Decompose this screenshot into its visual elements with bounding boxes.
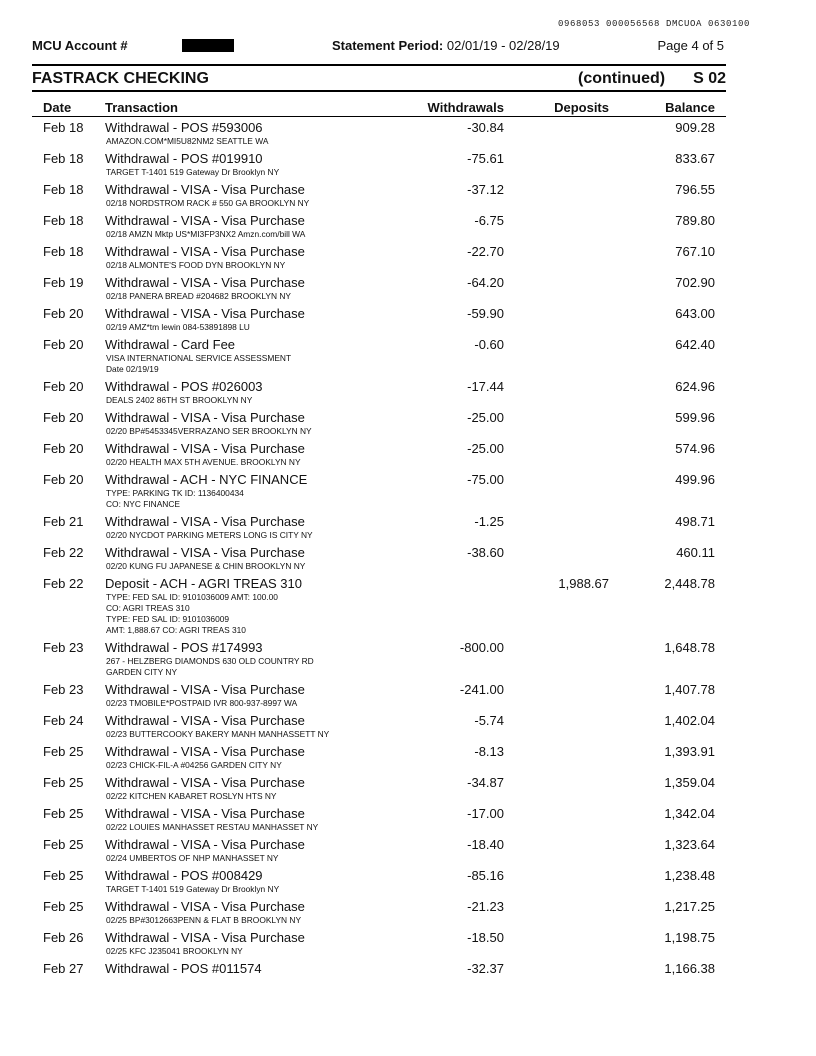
transaction-balance: 1,198.75	[664, 930, 715, 945]
transaction-details	[32, 791, 726, 804]
transaction-details	[32, 729, 726, 742]
header-divider	[32, 64, 726, 66]
transaction-detail-line: TYPE: FED SAL ID: 9101036009	[106, 614, 230, 624]
transaction-row	[32, 742, 726, 773]
transaction-date: Feb 25	[43, 744, 84, 759]
transaction-row	[32, 543, 726, 574]
transaction-withdrawal: -1.25	[474, 514, 504, 529]
transaction-main-line	[32, 711, 726, 729]
transaction-balance: 1,217.25	[664, 899, 715, 914]
transaction-withdrawal: -22.70	[467, 244, 504, 259]
transaction-main-line	[32, 804, 726, 822]
transaction-description: Withdrawal - VISA - Visa Purchase	[105, 713, 305, 728]
transaction-balance: 498.71	[675, 514, 715, 529]
transaction-details	[32, 946, 726, 959]
transaction-detail-line: TYPE: FED SAL ID: 9101036009 AMT: 100.00	[106, 592, 278, 602]
transaction-date: Feb 18	[43, 244, 84, 259]
transaction-withdrawal: -8.13	[474, 744, 504, 759]
transaction-main-line	[32, 742, 726, 760]
transaction-row	[32, 711, 726, 742]
transaction-detail-line: 02/18 NORDSTROM RACK # 550 GA BROOKLYN NY	[106, 198, 310, 208]
transaction-details	[32, 229, 726, 242]
transaction-description: Withdrawal - VISA - Visa Purchase	[105, 682, 305, 697]
transaction-withdrawal: -0.60	[474, 337, 504, 352]
transaction-description: Withdrawal - POS #019910	[105, 151, 263, 166]
transaction-date: Feb 25	[43, 868, 84, 883]
transaction-detail-line: GARDEN CITY NY	[106, 667, 178, 677]
statement-period	[332, 38, 560, 53]
transaction-details	[32, 426, 726, 439]
transaction-main-line	[32, 470, 726, 488]
transaction-row	[32, 574, 726, 638]
transaction-withdrawal: -800.00	[459, 640, 504, 655]
section-title: FASTRACK CHECKING	[32, 70, 209, 87]
transaction-detail-line: DEALS 2402 86TH ST BROOKLYN NY	[106, 395, 253, 405]
transaction-date: Feb 18	[43, 120, 84, 135]
transaction-date: Feb 19	[43, 275, 84, 290]
transaction-balance: 1,648.78	[664, 640, 715, 655]
transaction-details	[32, 822, 726, 835]
transaction-withdrawal: -17.00	[467, 806, 504, 821]
column-header-deposits: Deposits	[554, 100, 609, 115]
transaction-details	[32, 853, 726, 866]
transaction-main-line	[32, 408, 726, 426]
transaction-withdrawal: -6.75	[474, 213, 504, 228]
transaction-description: Withdrawal - Card Fee	[105, 337, 236, 352]
transaction-row	[32, 377, 726, 408]
transaction-balance: 574.96	[675, 441, 715, 456]
transaction-description: Withdrawal - POS #011574	[105, 961, 262, 976]
transaction-row	[32, 149, 726, 180]
transaction-row	[32, 118, 726, 149]
transaction-date: Feb 20	[43, 441, 84, 456]
transaction-withdrawal: -38.60	[467, 545, 504, 560]
column-header-withdrawals: Withdrawals	[427, 100, 504, 115]
transaction-balance: 499.96	[675, 472, 715, 487]
transaction-details	[32, 592, 726, 638]
transaction-description: Withdrawal - VISA - Visa Purchase	[105, 837, 305, 852]
transaction-description: Deposit - ACH - AGRI TREAS 310	[105, 576, 302, 591]
transaction-description: Withdrawal - VISA - Visa Purchase	[105, 775, 305, 790]
transaction-main-line	[32, 118, 726, 136]
transaction-description: Withdrawal - POS #593006	[105, 120, 263, 135]
transaction-balance: 767.10	[675, 244, 715, 259]
transaction-date: Feb 18	[43, 151, 84, 166]
transaction-date: Feb 25	[43, 775, 84, 790]
transaction-details	[32, 977, 726, 979]
transaction-row	[32, 470, 726, 512]
transaction-balance: 460.11	[676, 545, 715, 560]
transaction-description: Withdrawal - VISA - Visa Purchase	[105, 441, 305, 456]
transaction-date: Feb 26	[43, 930, 84, 945]
transaction-detail-line: 02/22 KITCHEN KABARET ROSLYN HTS NY	[106, 791, 277, 801]
transaction-balance: 1,407.78	[664, 682, 715, 697]
transaction-date: Feb 20	[43, 379, 84, 394]
transaction-row	[32, 273, 726, 304]
transaction-withdrawal: -75.61	[467, 151, 504, 166]
transaction-detail-line: VISA INTERNATIONAL SERVICE ASSESSMENT	[106, 353, 292, 363]
transaction-main-line	[32, 638, 726, 656]
transaction-balance: 1,342.04	[664, 806, 715, 821]
transaction-withdrawal: -75.00	[467, 472, 504, 487]
transaction-main-line	[32, 897, 726, 915]
transaction-detail-line: CO: AGRI TREAS 310	[106, 603, 190, 613]
transaction-balance: 1,238.48	[664, 868, 715, 883]
transaction-balance: 909.28	[675, 120, 715, 135]
transaction-description: Withdrawal - VISA - Visa Purchase	[105, 545, 305, 560]
transaction-description: Withdrawal - POS #026003	[105, 379, 263, 394]
transaction-detail-line: 02/20 HEALTH MAX 5TH AVENUE. BROOKLYN NY	[106, 457, 301, 467]
transaction-row	[32, 242, 726, 273]
transaction-detail-line: 02/18 AMZN Mktp US*MI3FP3NX2 Amzn.com/bill WA	[106, 229, 306, 239]
transaction-row	[32, 928, 726, 959]
transaction-balance: 796.55	[675, 182, 715, 197]
transaction-description: Withdrawal - VISA - Visa Purchase	[105, 806, 305, 821]
transaction-balance: 643.00	[675, 306, 715, 321]
transaction-description: Withdrawal - POS #174993	[105, 640, 263, 655]
transaction-balance: 1,323.64	[664, 837, 715, 852]
column-headers	[32, 100, 726, 116]
transaction-main-line	[32, 242, 726, 260]
transaction-description: Withdrawal - VISA - Visa Purchase	[105, 514, 305, 529]
transaction-detail-line: 02/18 PANERA BREAD #204682 BROOKLYN NY	[106, 291, 291, 301]
transaction-row	[32, 304, 726, 335]
transaction-row	[32, 773, 726, 804]
transaction-details	[32, 322, 726, 335]
transaction-detail-line: TARGET T-1401 519 Gateway Dr Brooklyn NY	[106, 884, 280, 894]
transaction-main-line	[32, 149, 726, 167]
transaction-details	[32, 656, 726, 680]
transaction-withdrawal: -64.20	[467, 275, 504, 290]
statement-period-label: Statement Period:	[332, 38, 444, 53]
transaction-withdrawal: -5.74	[474, 713, 504, 728]
transaction-balance: 702.90	[675, 275, 715, 290]
transaction-main-line	[32, 866, 726, 884]
transaction-balance: 833.67	[675, 151, 715, 166]
transaction-row	[32, 804, 726, 835]
transaction-description: Withdrawal - POS #008429	[105, 868, 263, 883]
transaction-withdrawal: -32.37	[467, 961, 504, 976]
transaction-date: Feb 25	[43, 899, 84, 914]
transaction-withdrawal: -21.23	[467, 899, 504, 914]
transaction-withdrawal: -30.84	[467, 120, 504, 135]
transaction-withdrawal: -85.16	[467, 868, 504, 883]
transaction-balance: 789.80	[675, 213, 715, 228]
transaction-main-line	[32, 773, 726, 791]
transaction-row	[32, 335, 726, 377]
transaction-row	[32, 180, 726, 211]
transaction-row	[32, 959, 726, 979]
transaction-description: Withdrawal - VISA - Visa Purchase	[105, 899, 305, 914]
transaction-detail-line: 02/19 AMZ*tm lewin 084-53891898 LU	[106, 322, 250, 332]
transaction-row	[32, 211, 726, 242]
transaction-description: Withdrawal - VISA - Visa Purchase	[105, 744, 305, 759]
section-continued: (continued)	[578, 70, 666, 87]
transaction-detail-line: AMT: 1,888.67 CO: AGRI TREAS 310	[106, 625, 246, 635]
transaction-date: Feb 20	[43, 472, 84, 487]
transaction-main-line	[32, 211, 726, 229]
transaction-details	[32, 884, 726, 897]
transaction-description: Withdrawal - VISA - Visa Purchase	[105, 410, 305, 425]
transaction-row	[32, 512, 726, 543]
transaction-details	[32, 488, 726, 512]
transaction-row	[32, 897, 726, 928]
transaction-detail-line: 02/25 KFC J235041 BROOKLYN NY	[106, 946, 243, 956]
transaction-withdrawal: -34.87	[467, 775, 504, 790]
transaction-main-line	[32, 928, 726, 946]
column-header-transaction: Transaction	[105, 100, 178, 115]
transaction-balance: 1,359.04	[664, 775, 715, 790]
column-header-date: Date	[43, 100, 72, 115]
transaction-detail-line: TARGET T-1401 519 Gateway Dr Brooklyn NY	[106, 167, 280, 177]
transaction-details	[32, 457, 726, 470]
transaction-detail-line: CO: NYC FINANCE	[106, 499, 180, 509]
transaction-detail-line: 02/20 BP#5453345VERRAZANO SER BROOKLYN NY	[106, 426, 312, 436]
transaction-date: Feb 25	[43, 806, 84, 821]
transaction-description: Withdrawal - VISA - Visa Purchase	[105, 182, 305, 197]
transaction-main-line	[32, 180, 726, 198]
transaction-details	[32, 395, 726, 408]
transaction-date: Feb 23	[43, 682, 84, 697]
transaction-row	[32, 866, 726, 897]
transaction-main-line	[32, 377, 726, 395]
document-reference-code: 0968053 000056568 DMCUOA 0630100	[558, 19, 751, 29]
transaction-row	[32, 439, 726, 470]
transaction-detail-line: 267 - HELZBERG DIAMONDS 630 OLD COUNTRY RD	[106, 656, 314, 666]
transaction-row	[32, 835, 726, 866]
transaction-row	[32, 408, 726, 439]
transaction-main-line	[32, 512, 726, 530]
transaction-detail-line: AMAZON.COM*MI5U82NM2 SEATTLE WA	[106, 136, 269, 146]
column-header-balance: Balance	[665, 100, 715, 115]
transaction-withdrawal: -241.00	[459, 682, 504, 697]
transaction-withdrawal: -25.00	[467, 441, 504, 456]
transaction-date: Feb 22	[43, 576, 84, 591]
transaction-details	[32, 915, 726, 928]
transaction-main-line	[32, 680, 726, 698]
transaction-balance: 1,402.04	[664, 713, 715, 728]
transaction-list	[32, 118, 726, 979]
transaction-details	[32, 167, 726, 180]
transaction-balance: 599.96	[675, 410, 715, 425]
transaction-details	[32, 561, 726, 574]
transaction-details	[32, 760, 726, 773]
page-indicator: Page 4 of 5	[657, 38, 724, 53]
transaction-withdrawal: -37.12	[467, 182, 504, 197]
transaction-date: Feb 18	[43, 182, 84, 197]
transaction-date: Feb 20	[43, 306, 84, 321]
transaction-balance: 2,448.78	[664, 576, 715, 591]
transaction-detail-line: 02/22 LOUIES MANHASSET RESTAU MANHASSET NY	[106, 822, 319, 832]
redacted-account-number	[182, 39, 234, 52]
transaction-description: Withdrawal - VISA - Visa Purchase	[105, 930, 305, 945]
transaction-withdrawal: -59.90	[467, 306, 504, 321]
section-header	[32, 70, 726, 90]
transaction-main-line	[32, 439, 726, 457]
transaction-main-line	[32, 304, 726, 322]
statement-period-value: 02/01/19 - 02/28/19	[446, 38, 560, 53]
transaction-description: Withdrawal - VISA - Visa Purchase	[105, 306, 305, 321]
transaction-date: Feb 22	[43, 545, 84, 560]
transaction-details	[32, 698, 726, 711]
transaction-detail-line: 02/20 NYCDOT PARKING METERS LONG IS CITY NY	[106, 530, 313, 540]
transaction-detail-line: 02/23 TMOBILE*POSTPAID IVR 800-937-8997 WA	[106, 698, 298, 708]
transaction-main-line	[32, 335, 726, 353]
transaction-date: Feb 27	[43, 961, 84, 976]
transaction-date: Feb 21	[43, 514, 84, 529]
transaction-row	[32, 680, 726, 711]
transaction-details	[32, 530, 726, 543]
transaction-balance: 1,166.38	[664, 961, 715, 976]
transaction-detail-line: 02/20 KUNG FU JAPANESE & CHIN BROOKLYN NY	[106, 561, 306, 571]
transaction-description: Withdrawal - VISA - Visa Purchase	[105, 275, 305, 290]
transaction-detail-line: TYPE: PARKING TK ID: 1136400434	[106, 488, 244, 498]
transaction-description: Withdrawal - ACH - NYC FINANCE	[105, 472, 308, 487]
transaction-description: Withdrawal - VISA - Visa Purchase	[105, 244, 305, 259]
transaction-main-line	[32, 273, 726, 291]
transaction-withdrawal: -17.44	[467, 379, 504, 394]
transaction-description: Withdrawal - VISA - Visa Purchase	[105, 213, 305, 228]
account-label: MCU Account #	[32, 38, 128, 53]
transaction-main-line	[32, 574, 726, 592]
transaction-details	[32, 136, 726, 149]
transaction-row	[32, 638, 726, 680]
transaction-withdrawal: -18.40	[467, 837, 504, 852]
transaction-details	[32, 291, 726, 304]
statement-header	[32, 38, 726, 54]
section-code: S 02	[693, 70, 726, 87]
transaction-detail-line: Date 02/19/19	[106, 364, 159, 374]
transaction-detail-line: 02/23 BUTTERCOOKY BAKERY MANH MANHASSETT NY	[106, 729, 330, 739]
transaction-date: Feb 23	[43, 640, 84, 655]
transaction-main-line	[32, 543, 726, 561]
transaction-details	[32, 260, 726, 273]
transaction-withdrawal: -25.00	[467, 410, 504, 425]
transaction-detail-line: 02/18 ALMONTE'S FOOD DYN BROOKLYN NY	[106, 260, 286, 270]
transaction-detail-line: 02/25 BP#3012663PENN & FLAT B BROOKLYN NY	[106, 915, 302, 925]
transaction-date: Feb 20	[43, 410, 84, 425]
transaction-withdrawal: -18.50	[467, 930, 504, 945]
transaction-details	[32, 198, 726, 211]
transaction-date: Feb 24	[43, 713, 84, 728]
transaction-date: Feb 20	[43, 337, 84, 352]
transaction-details	[32, 353, 726, 377]
transaction-main-line	[32, 835, 726, 853]
transaction-deposit: 1,988.67	[558, 576, 609, 591]
transaction-balance: 642.40	[675, 337, 715, 352]
transaction-detail-line: 02/24 UMBERTOS OF NHP MANHASSET NY	[106, 853, 279, 863]
transaction-main-line	[32, 959, 726, 977]
transaction-detail-line: 02/23 CHICK-FIL-A #04256 GARDEN CITY NY	[106, 760, 282, 770]
transaction-balance: 624.96	[675, 379, 715, 394]
transaction-date: Feb 18	[43, 213, 84, 228]
section-divider	[32, 90, 726, 92]
transaction-balance: 1,393.91	[664, 744, 715, 759]
transaction-date: Feb 25	[43, 837, 84, 852]
column-header-divider	[32, 116, 726, 117]
